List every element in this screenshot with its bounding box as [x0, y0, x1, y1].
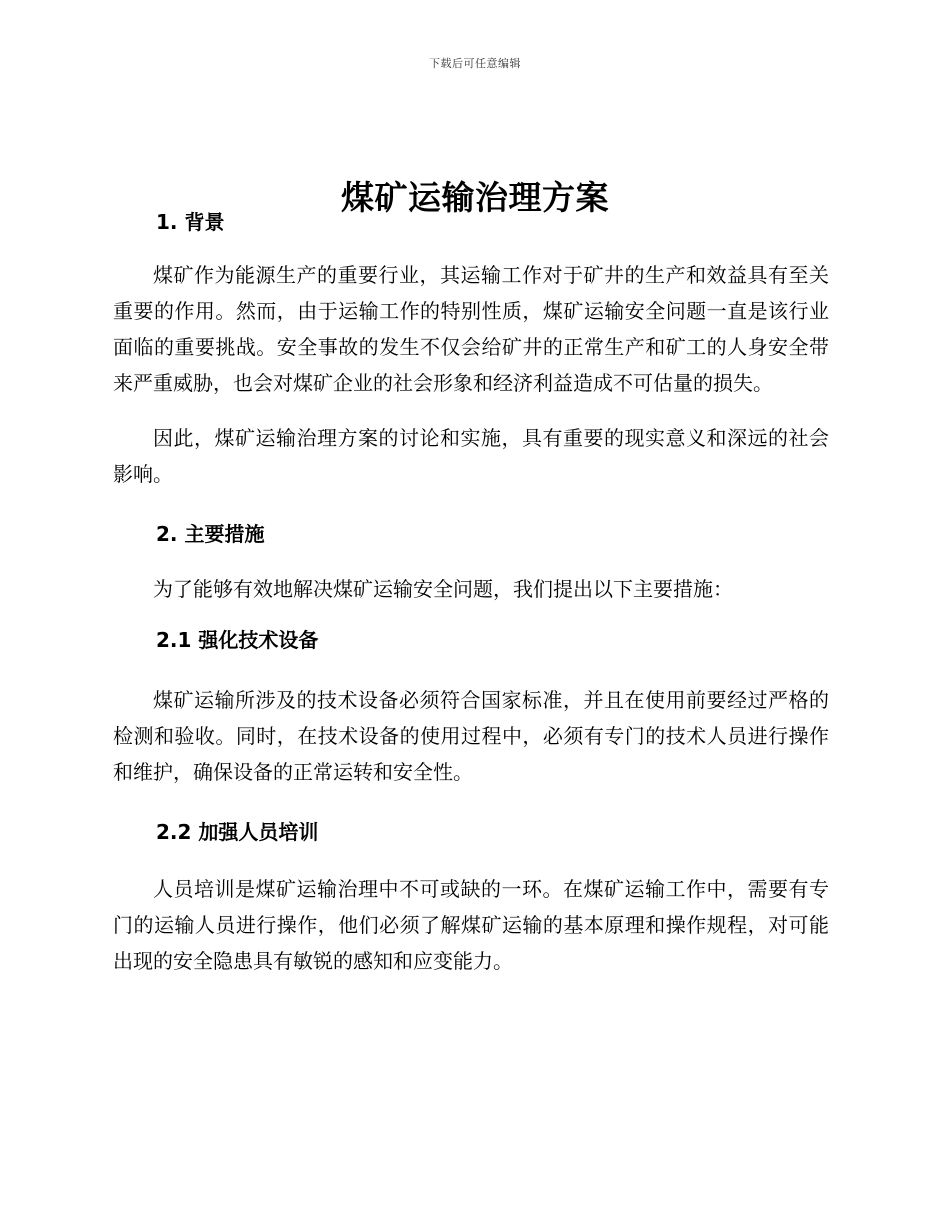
background-paragraph: 煤矿作为能源生产的重要行业，其运输工作对于矿井的生产和效益具有至关重要的作用。然而，由于运输工作的特别性质，煤矿运输安全问题一直是该行业面临的重要挑战。安全事故的发生不仅会给矿井的正常生产和矿工的人身安全带来严重威胁，也会对煤矿企业的社会形象和经济利益造成不可估量的损失。 — [113, 263, 829, 395]
equipment-paragraph: 煤矿运输所涉及的技术设备必须符合国家标准，并且在使用前要经过严格的检测和验收。同时，在技术设备的使用过程中，必须有专门的技术人员进行操作和维护，确保设备的正常运转和安全性。 — [113, 688, 829, 784]
section-heading-equipment: 2.1 强化技术设备 — [156, 628, 319, 652]
main-measures-intro-paragraph: 为了能够有效地解决煤矿运输安全问题，我们提出以下主要措施： — [153, 577, 733, 601]
document-title: 煤矿运输治理方案 — [341, 178, 609, 218]
section-heading-main-measures: 2. 主要措施 — [156, 522, 265, 546]
background-conclusion-paragraph: 因此，煤矿运输治理方案的讨论和实施，具有重要的现实意义和深远的社会影响。 — [113, 426, 829, 486]
page-header: 下载后可任意编辑 — [429, 57, 521, 70]
document-body — [113, 208, 829, 979]
section-heading-background: 1. 背景 — [156, 210, 225, 234]
training-paragraph: 人员培训是煤矿运输治理中不可或缺的一环。在煤矿运输工作中，需要有专门的运输人员进行操作，他们必须了解煤矿运输的基本原理和操作规程，对可能出现的安全隐患具有敏锐的感知和应变能力。 — [113, 877, 829, 973]
section-heading-training: 2.2 加强人员培训 — [156, 820, 319, 844]
